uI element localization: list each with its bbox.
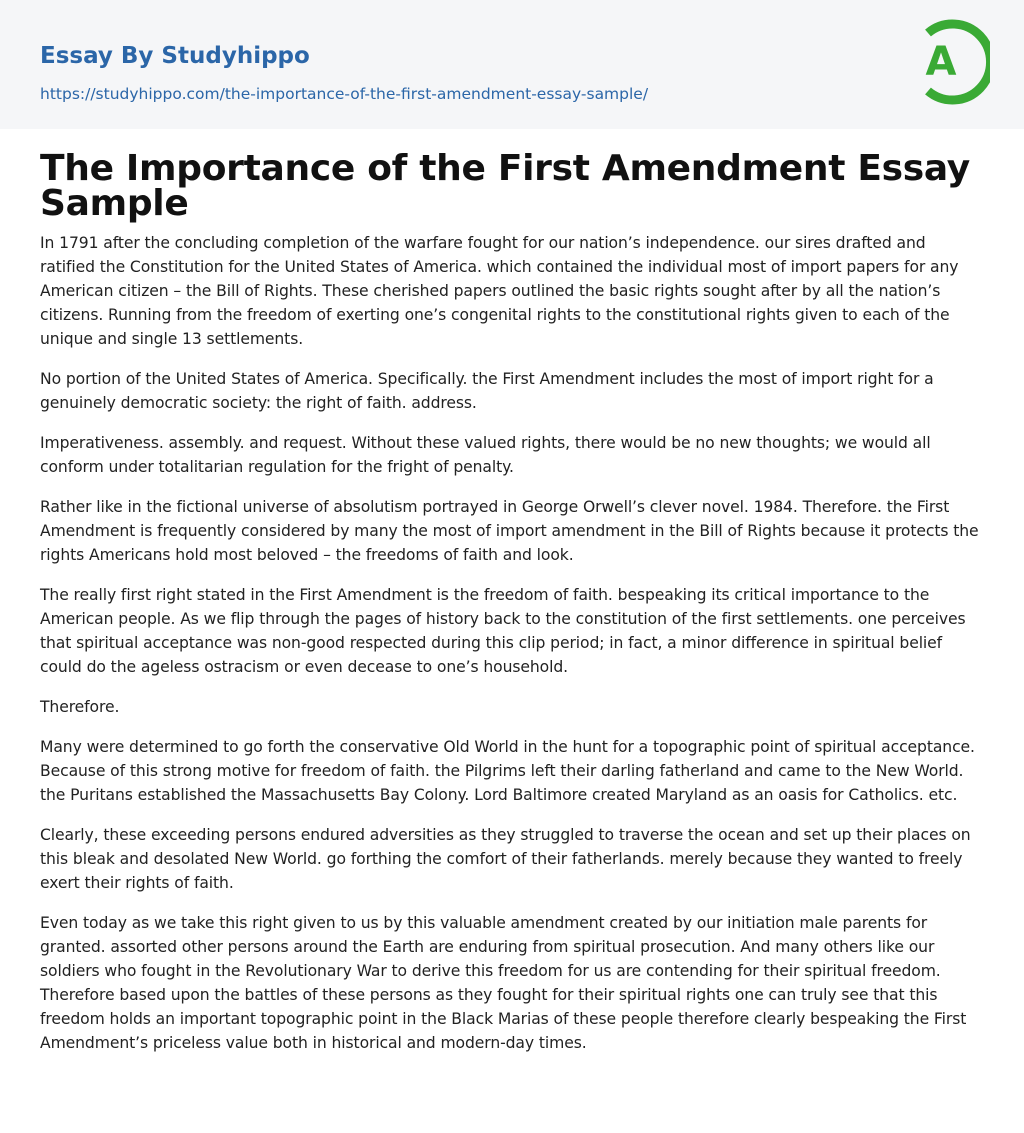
essay-body [40,231,984,1055]
logo-letter: A [925,39,957,85]
essay-content [0,129,1024,1055]
site-header [0,0,1024,129]
essay-url-link[interactable]: https://studyhippo.com/the-importance-of-the-first-amendment-essay-sample/ [40,85,649,103]
essay-paragraph: Therefore. [40,698,120,716]
essay-title: The Importance of the First Amendment Essay Sample [40,148,970,224]
essay-paragraph: Rather like in the fictional universe of absolutism portrayed in George Orwell’s clever novel. 1984. Therefore. the First Amendment is frequently considered by many the most of import amendment in the Bill of Rights because it protects the rights Americans hold most beloved – the freedoms of faith and look. [40,498,979,564]
essay-paragraph: Clearly, these exceeding persons endured adversities as they struggled to traverse the ocean and set up their places on this bleak and desolated New World. go forthing the comfort of their fatherlands. merely because they wanted to freely exert their rights of faith. [40,826,971,892]
studyhippo-a-logo-icon[interactable] [910,16,990,108]
essay-paragraph: No portion of the United States of America. Specifically. the First Amendment includes the most of import right for a genuinely democratic society: the right of faith. address. [40,370,934,412]
site-title[interactable]: Essay By Studyhippo [40,43,310,69]
essay-paragraph: Imperativeness. assembly. and request. Without these valued rights, there would be no new thoughts; we would all conform under totalitarian regulation for the fright of penalty. [40,434,931,476]
essay-paragraph: Many were determined to go forth the conservative Old World in the hunt for a topographic point of spiritual acceptance. Because of this strong motive for freedom of faith. the Pilgrims left their darling fatherland and came to the New World. the Puritans established the Massachusetts Bay Colony. Lord Baltimore created Maryland as an oasis for Catholics. etc. [40,738,975,804]
essay-paragraph: The really first right stated in the First Amendment is the freedom of faith. bespeaking its critical importance to the American people. As we flip through the pages of history back to the constitution of the first settlements. one perceives that spiritual acceptance was non-good respected during this clip period; in fact, a minor difference in spiritual belief could do the ageless ostracism or even decease to one’s household. [40,586,966,676]
essay-paragraph: Even today as we take this right given to us by this valuable amendment created by our initiation male parents for granted. assorted other persons around the Earth are enduring from spiritual prosecution. And many others like our soldiers who fought in the Revolutionary War to derive this freedom for us are contending for their spiritual freedom. Therefore based upon the battles of these persons as they fought for their spiritual rights one can truly see that this freedom holds an important topographic point in the Black Marias of these people therefore clearly bespeaking the First Amendment’s priceless value both in historical and modern-day times. [40,914,967,1052]
essay-paragraph: In 1791 after the concluding completion of the warfare fought for our nation’s independence. our sires drafted and ratified the Constitution for the United States of America. which contained the individual most of import papers for any American citizen – the Bill of Rights. These cherished papers outlined the basic rights sought after by all the nation’s citizens. Running from the freedom of exerting one’s congenital rights to the constitutional rights given to each of the unique and single 13 settlements. [40,234,959,348]
